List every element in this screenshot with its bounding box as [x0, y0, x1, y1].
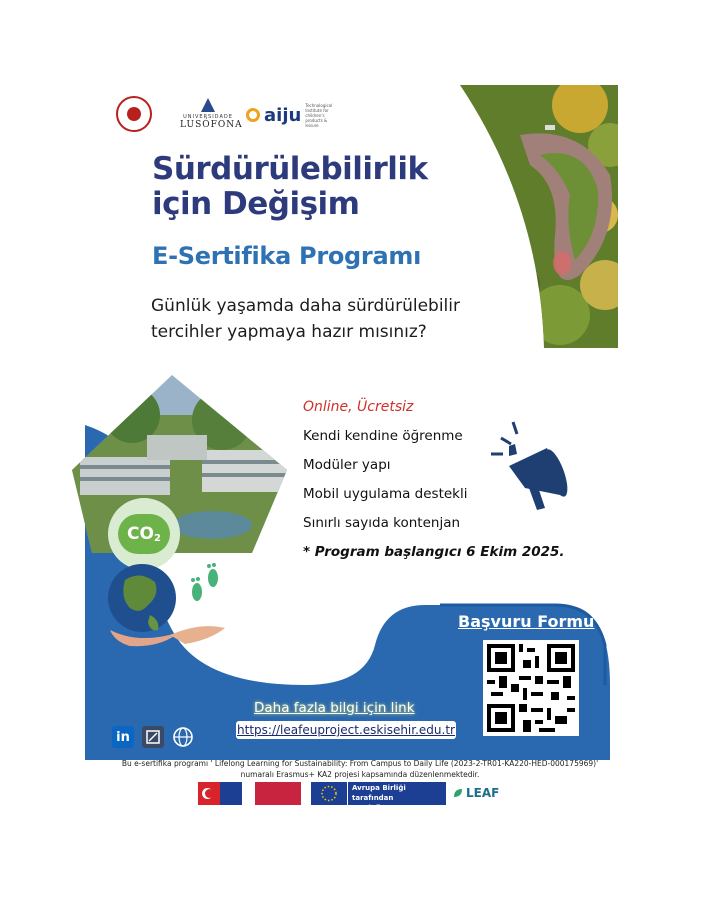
eu-text-1: Avrupa Birliği tarafından — [352, 784, 406, 802]
footprints-icon — [185, 562, 225, 612]
linkedin-icon[interactable]: in — [112, 726, 134, 748]
application-form-link[interactable]: Başvuru Formu — [458, 612, 595, 631]
eu-flag-icon — [311, 782, 347, 805]
megaphone-icon — [487, 418, 587, 518]
park-photo — [460, 85, 618, 348]
eu-stars-icon — [311, 782, 347, 805]
turkey-eu-flags — [198, 782, 242, 805]
feature-item: Modüler yapı — [303, 457, 391, 473]
national-agency-logo — [255, 782, 301, 805]
start-note: * Program başlangıcı 6 Ekim 2025. — [303, 544, 565, 560]
eu-text-2: ortak finanse edilmektedir — [352, 804, 405, 822]
feature-item: Mobil uygulama destekli — [303, 486, 468, 502]
aiju-ring-icon — [246, 108, 260, 122]
footer-text — [90, 758, 630, 780]
feature-item: Sınırlı sayıda kontenjan — [303, 515, 461, 531]
lusofona-mark-icon — [201, 98, 215, 112]
leaf-logo — [452, 786, 499, 800]
leaf-text: LEAF — [466, 786, 500, 800]
lusofona-small-text: UNIVERSIDADE — [183, 114, 233, 120]
globe-icon[interactable] — [172, 726, 194, 748]
co2-cloud — [118, 514, 170, 554]
co2-sub: 2 — [153, 532, 161, 544]
project-url-link[interactable]: https://leafeuproject.eskisehir.edu.tr — [237, 723, 455, 737]
lusofona-logo — [180, 98, 243, 132]
eu-cofunded-text — [348, 782, 446, 822]
globe-glyph-icon — [172, 726, 194, 748]
aiju-sub: Technological Institute for children's products & leisure — [305, 102, 333, 128]
aiju-logo — [246, 104, 339, 126]
media-icon[interactable] — [142, 726, 164, 748]
qr-code-image — [487, 644, 575, 732]
feature-item: Kendi kendine öğrenme — [303, 428, 463, 444]
eu-flag-small-icon — [220, 782, 242, 805]
media-glyph-icon — [146, 730, 160, 744]
green-building-image — [72, 375, 292, 555]
footer-line-2: numaralı Erasmus+ KA2 projesi kapsamında düzenlenmektedir. — [240, 770, 480, 779]
leaf-icon — [452, 787, 464, 799]
turkey-flag-icon — [198, 782, 220, 805]
co2-label: CO — [127, 524, 154, 544]
aiju-word: aiju — [264, 104, 302, 126]
program-subtitle: E-Sertifika Programı — [152, 242, 421, 270]
more-info-label: Daha fazla bilgi için link — [254, 700, 415, 716]
university-logo — [116, 96, 152, 132]
lusofona-text: LUSÓFONA — [180, 120, 243, 130]
qr-code[interactable] — [483, 640, 579, 736]
page-title: Sürdürülebilirlik için Değişim — [152, 151, 428, 222]
footer-line-1: Bu e-sertifika programı ' Lifelong Learning for Sustainability: From Campus to Daily Life (2023-2-TR01-KA220-HED-000175969)' — [121, 759, 599, 768]
features-highlight: Online, Ücretsiz — [303, 399, 414, 415]
question-text: Günlük yaşamda daha sürdürülebilir tercihler yapmaya hazır mısınız? — [151, 296, 460, 342]
